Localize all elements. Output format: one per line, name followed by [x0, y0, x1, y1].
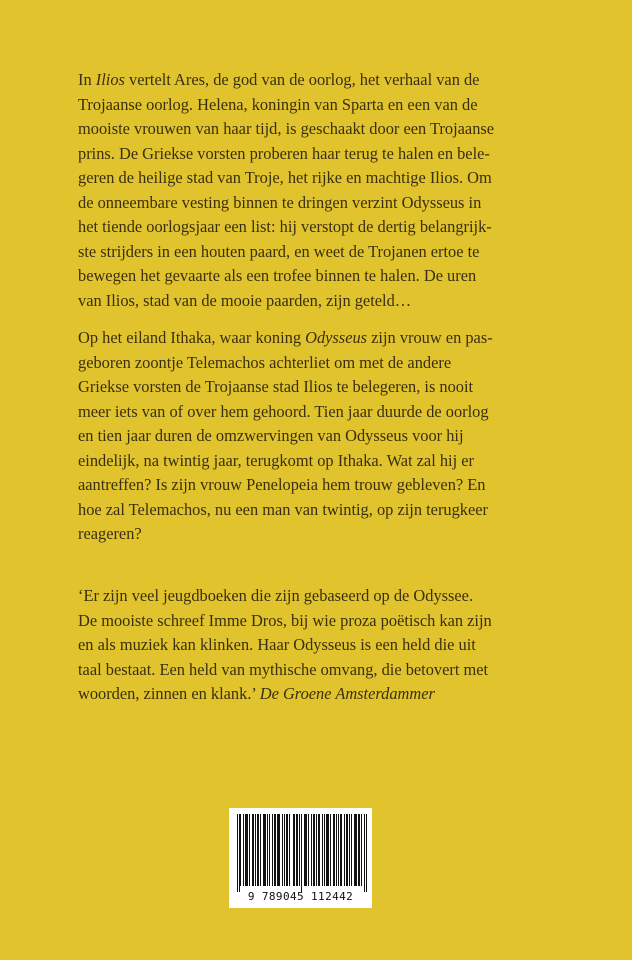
- barcode-bar: [267, 814, 268, 886]
- barcode-bar: [278, 814, 279, 886]
- text-line: [78, 166, 578, 191]
- text-line: [78, 658, 578, 683]
- text-segment: aantreffen? Is zijn vrouw Penelopeia hem trouw gebleven? En: [78, 475, 486, 494]
- barcode-bar: [366, 814, 367, 892]
- barcode-bar: [336, 814, 337, 886]
- barcode-bar: [253, 814, 254, 886]
- barcode-bar: [313, 814, 314, 886]
- barcode-bar: [239, 814, 240, 892]
- barcode-bar: [293, 814, 294, 886]
- text-line: [78, 584, 578, 609]
- barcode-bar: [299, 814, 300, 886]
- barcode-bar: [247, 814, 248, 886]
- text-segment: prins. De Griekse vorsten proberen haar terug te halen en bele-: [78, 143, 490, 163]
- barcode-bar: [240, 814, 241, 886]
- barcode-bar: [289, 814, 290, 886]
- text-line: [78, 240, 578, 265]
- text-segment: In: [78, 70, 96, 89]
- text-line: [78, 142, 578, 167]
- text-line: [78, 522, 578, 547]
- barcode-bar: [263, 814, 264, 886]
- barcode-bar: [354, 814, 355, 886]
- text-segment: zijn vrouw en pas-: [367, 328, 493, 347]
- text-segment: Op het eiland Ithaka, waar koning: [78, 328, 306, 347]
- text-segment: eindelijk, na twintig jaar, terugkomt op Ithaka. Wat zal hij er: [78, 450, 474, 470]
- text-segment: taal bestaat. Een held van mythische omvang, die betovert met: [78, 659, 489, 679]
- barcode-bar: [296, 814, 297, 886]
- barcode-bar: [316, 814, 317, 886]
- text-segment: Trojaanse oorlog. Helena, koningin van Sparta en een van de: [78, 94, 478, 114]
- review-quote: [78, 584, 578, 707]
- text-segment: en tien jaar duren de omzwervingen van Odysseus voor hij: [78, 426, 464, 445]
- blurb-paragraph-odysseus: [78, 326, 578, 547]
- barcode-bar: [252, 814, 253, 886]
- barcode-bar: [304, 814, 305, 886]
- isbn-number: 9 789045 112442: [247, 890, 354, 903]
- barcode-bar: [286, 814, 287, 886]
- text-line: [78, 498, 578, 523]
- text-segment: mooiste vrouwen van haar tijd, is geschaakt door een Trojaanse: [78, 119, 495, 138]
- barcode-bar: [249, 814, 250, 886]
- barcode-bar: [364, 814, 365, 892]
- barcode-bar: [351, 814, 352, 886]
- barcode-bar: [255, 814, 256, 886]
- barcode-bar: [356, 814, 357, 886]
- barcode-bar: [334, 814, 335, 886]
- text-line: [78, 215, 578, 240]
- barcode-bar: [245, 814, 246, 886]
- text-line: [78, 191, 578, 216]
- text-line: [78, 351, 578, 376]
- barcode-bar: [322, 814, 323, 886]
- barcode-bar: [319, 814, 320, 886]
- barcode-bar: [324, 814, 325, 886]
- barcode-bar: [330, 814, 331, 886]
- barcode-bar: [275, 814, 276, 886]
- text-line: [78, 375, 578, 400]
- text-line: [78, 93, 578, 118]
- text-segment: van Ilios, stad van de mooie paarden, zijn geteld…: [78, 290, 412, 310]
- text-segment: ste strijders in een houten paard, en weet de Trojanen ertoe te: [78, 241, 480, 261]
- barcode-bar: [347, 814, 348, 886]
- barcode-bar: [346, 814, 347, 886]
- barcode-bar: [338, 814, 339, 886]
- barcode-bar: [327, 814, 328, 886]
- text-line: [78, 424, 578, 449]
- barcode-bar: [305, 814, 306, 886]
- barcode-bar: [282, 814, 283, 886]
- text-segment: hoe zal Telemachos, nu een man van twintig, op zijn terugkeer: [78, 499, 488, 519]
- blurb-paragraph-ilios: [78, 68, 578, 313]
- barcode-bar: [237, 814, 238, 892]
- barcode-bar: [311, 814, 312, 886]
- text-segment: reageren?: [78, 524, 142, 543]
- text-segment: bewegen het gevaarte als een trofee binnen te halen. De uren: [78, 266, 477, 285]
- italic-title: Ilios: [95, 70, 125, 89]
- text-line: [78, 682, 578, 707]
- text-line: [78, 326, 578, 351]
- text-segment: woorden, zinnen en klank.’: [78, 684, 260, 703]
- italic-name: Odysseus: [305, 328, 368, 347]
- barcode-bar: [265, 814, 266, 886]
- barcode-bar: [243, 814, 244, 886]
- barcode-bar: [301, 814, 302, 892]
- barcode-bar: [297, 814, 298, 886]
- barcode-bar: [355, 814, 356, 886]
- barcode-bar: [340, 814, 341, 886]
- text-segment: geboren zoontje Telemachos achterliet om met de andere: [78, 352, 452, 372]
- text-segment: De mooiste schreef Imme Dros, bij wie proza poëtisch kan zijn: [78, 610, 492, 630]
- barcode-bar: [277, 814, 278, 886]
- barcode-bar: [257, 814, 258, 886]
- text-segment: vertelt Ares, de god van de oorlog, het verhaal van de: [124, 70, 480, 89]
- text-segment: meer iets van of over hem gehoord. Tien jaar duurde de oorlog: [78, 401, 489, 421]
- barcode-bar: [260, 814, 261, 886]
- barcode-bar: [326, 814, 327, 886]
- barcode-bar: [264, 814, 265, 886]
- barcode-bar: [294, 814, 295, 886]
- barcode-bar: [344, 814, 345, 886]
- text-line: [78, 473, 578, 498]
- barcode-bar: [287, 814, 288, 886]
- barcode-bar: [333, 814, 334, 886]
- text-line: [78, 609, 578, 634]
- barcode-bar: [274, 814, 275, 886]
- text-line: [78, 289, 578, 314]
- barcode-bar: [246, 814, 247, 886]
- barcode-bar: [361, 814, 362, 886]
- barcode-bar: [279, 814, 280, 886]
- barcode: [229, 808, 372, 908]
- text-line: [78, 400, 578, 425]
- text-line: [78, 68, 578, 93]
- text-segment: en als muziek kan klinken. Haar Odysseus is een held die uit: [78, 635, 476, 654]
- text-segment: het tiende oorlogsjaar een list: hij verstopt de dertig belangrijk-: [78, 217, 492, 236]
- barcode-bar: [328, 814, 329, 886]
- barcode-bar: [341, 814, 342, 886]
- text-line: [78, 449, 578, 474]
- barcode-bar: [318, 814, 319, 886]
- barcode-bar: [269, 814, 270, 886]
- text-line: [78, 264, 578, 289]
- barcode-bar: [358, 814, 359, 886]
- barcode-bar: [258, 814, 259, 886]
- barcode-bar: [308, 814, 309, 886]
- barcode-bar: [284, 814, 285, 886]
- text-segment: Griekse vorsten de Trojaanse stad Ilios te belegeren, is nooit: [78, 377, 474, 396]
- barcode-bar: [349, 814, 350, 886]
- barcode-bar: [359, 814, 360, 886]
- text-segment: de onneembare vesting binnen te dringen verzint Odysseus in: [78, 192, 482, 212]
- barcode-bar: [272, 814, 273, 886]
- barcode-bar: [306, 814, 307, 886]
- text-line: [78, 117, 578, 142]
- text-line: [78, 633, 578, 658]
- barcode-bar: [314, 814, 315, 886]
- text-segment: geren de heilige stad van Troje, het rijke en machtige Ilios. Om: [78, 168, 492, 187]
- quote-source: De Groene Amsterdammer: [259, 684, 435, 703]
- text-segment: ‘Er zijn veel jeugdboeken die zijn gebaseerd op de Odyssee.: [78, 586, 474, 605]
